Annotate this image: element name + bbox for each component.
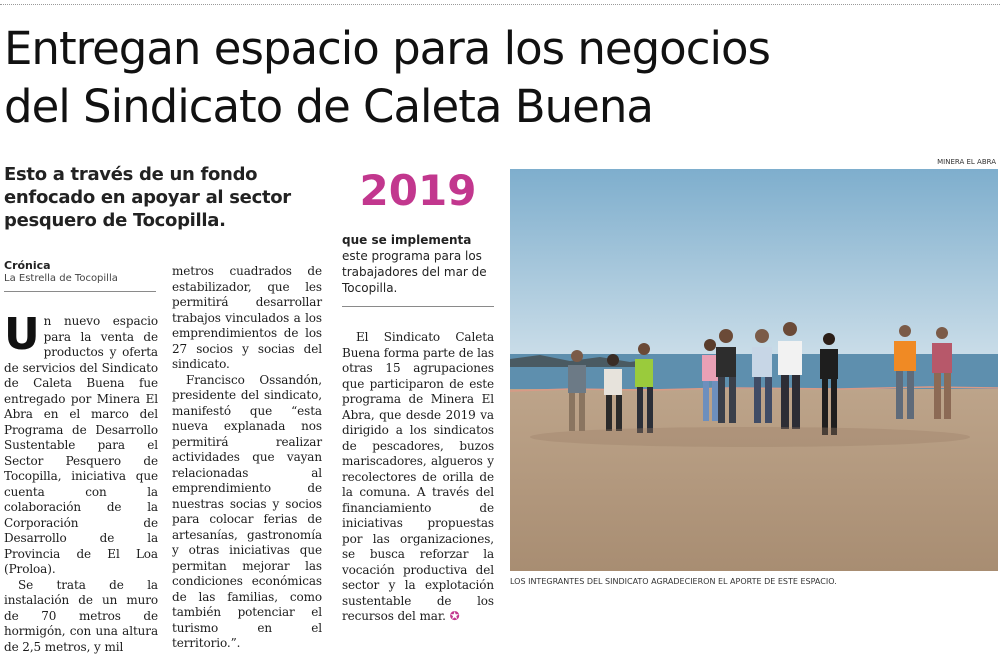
article-column-3 [342,330,494,625]
pullquote-rule [342,306,494,307]
photo-credit: MINERA EL ABRA [900,158,996,166]
byline-rule [4,291,156,292]
paragraph [4,314,158,578]
headline-line-1: Entregan espacio para los negocios [4,20,996,78]
pullquote-text: este programa para los trabajadores del mar de Tocopilla. [342,249,487,295]
paragraph: Se trata de la instalación de un muro de 70 metros de hormigón, con una altura de 2,5 metros, y mil [4,578,158,655]
section-label: Crónica [4,259,51,272]
top-border [0,4,1000,5]
paragraph: Francisco Ossandón, presidente del sindicato, manifestó que “esta nueva explanada nos permitirá realizar actividades que vayan relacionadas al emprendimiento de nuestras socias y socios para colocar ferias de artesanías, gastronomía y otras iniciativas que permitan mejorar las condiciones económicas de las familias, como también potenciar el turismo en el territorio.”. [172,373,322,652]
headline-line-2: del Sindicato de Caleta Buena [4,78,996,136]
article-photo [510,169,998,571]
beach-group-photo [510,169,998,571]
photo-caption: LOS INTEGRANTES DEL SINDICATO AGRADECIERON EL APORTE DE ESTE ESPACIO. [510,577,998,586]
article-column-2 [172,264,322,652]
drop-cap: U [4,316,40,354]
paragraph: metros cuadrados de estabilizador, que les permitirá desarrollar trabajos vinculados a los emprendimientos de los 27 socios y socias del sindicato. [172,264,322,373]
article-column-1 [4,314,158,655]
pullquote-year: 2019 [356,166,480,216]
subheadline: Esto a través de un fondo enfocado en apoyar al sector pesquero de Tocopilla. [4,163,324,232]
end-mark-icon: ✪ [450,609,460,623]
paragraph-text: n nuevo espacio para la venta de productos y oferta de servicios del Sindicato de Caleta Buena fue entregado por Minera El Abra en el marco del Programa de Desarrollo Sustentable para el Sector Pesquero de Tocopilla, iniciativa que cuenta con la colaboración de la Corporación de Desarrollo de la Provincia de El Loa (Proloa). [4,314,158,576]
pullquote-bold: que se implementa [342,233,471,247]
headline [4,20,996,136]
source-label: La Estrella de Tocopilla [4,273,118,284]
pullquote [342,232,494,296]
paragraph [342,330,494,625]
paragraph-text: El Sindicato Caleta Buena forma parte de las otras 15 agrupaciones que participaron de este programa de Minera El Abra, que desde 2019 va dirigido a los sindicatos de pescadores, buzos mariscadores, algueros y recolectores de orilla de la comuna. A través del financiamiento de iniciativas propuestas por las organizaciones, se busca reforzar la vocación productiva del sector y la explotación sustentable de los recursos del mar. [342,330,494,623]
